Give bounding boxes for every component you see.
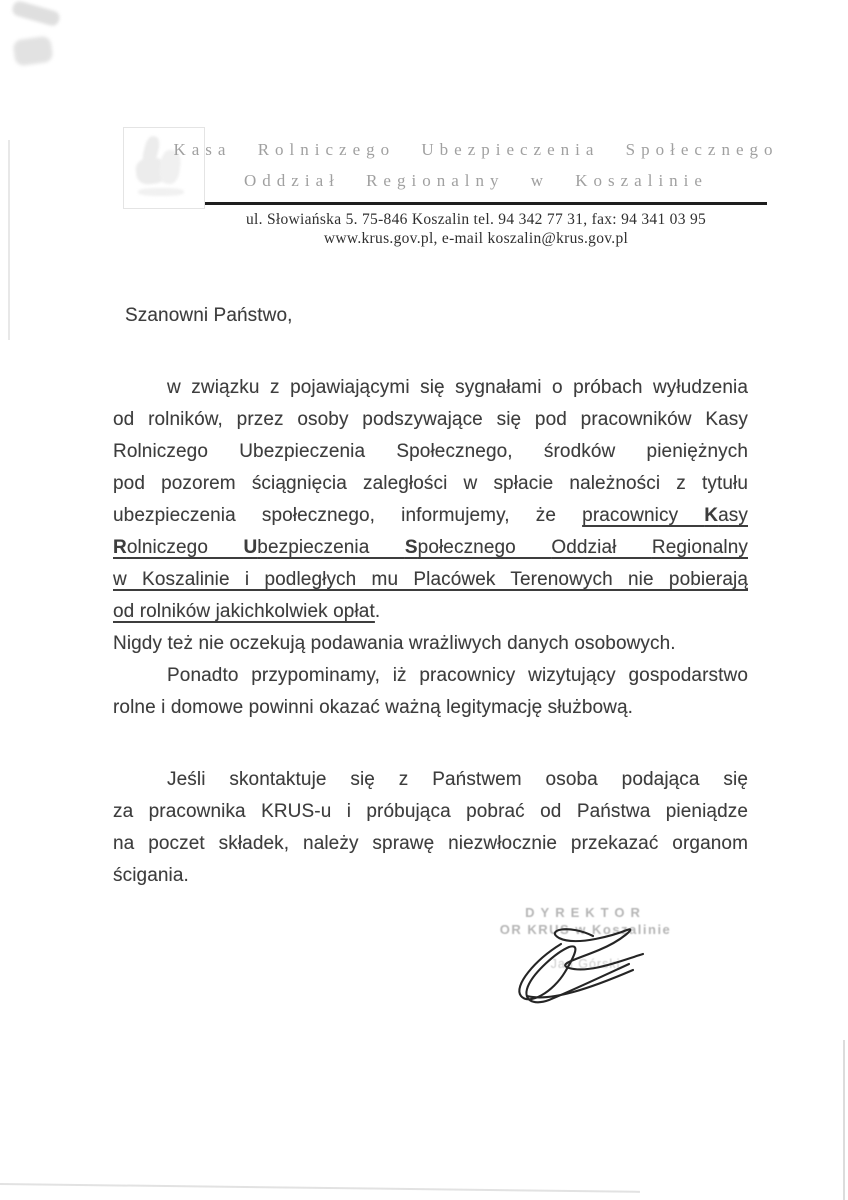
letterhead-address	[170, 210, 782, 248]
letter-body	[113, 372, 748, 892]
scan-edge-line	[843, 1040, 845, 1200]
text-line: pod pozorem ściągnięcia zaległości w spłacie należności z tytułu	[113, 473, 748, 494]
letterhead-org-name	[170, 134, 782, 196]
text-line: w związku z pojawiającymi się sygnałami o próbach wyłudzenia	[167, 377, 748, 398]
letter-body-wrap	[113, 300, 748, 892]
scan-edge-line	[0, 1183, 640, 1193]
scan-edge-line	[8, 140, 10, 340]
salutation: Szanowni Państwo,	[125, 305, 293, 326]
text-line: ubezpieczenia społecznego, informujemy, że pracownicy Kasy	[113, 505, 748, 526]
paragraph	[113, 372, 748, 628]
paragraph	[113, 628, 748, 660]
org-name-line1: Kasa Rolniczego Ubezpieczenia Społecznego	[173, 140, 779, 159]
address-line1: ul. Słowiańska 5. 75-846 Koszalin tel. 94 342 77 31, fax: 94 341 03 95	[245, 211, 707, 228]
text-line: ścigania.	[113, 865, 189, 886]
paragraph	[113, 660, 748, 724]
address-line2: www.krus.gov.pl, e-mail koszalin@krus.gov.pl	[323, 230, 629, 247]
signer-name: Jan Górski	[550, 957, 621, 971]
text-line: na poczet składek, należy sprawę niezwłocznie przekazać organom	[113, 833, 748, 854]
text-line: Nigdy też nie oczekują podawania wrażliwych danych osobowych.	[113, 633, 676, 654]
text-line: w Koszalinie i podległych mu Placówek Terenowych nie pobierają	[113, 569, 748, 590]
signature-scrawl	[505, 916, 655, 1008]
text-line: Rolniczego Ubezpieczenia Społecznego Oddział Regionalny	[113, 537, 748, 558]
scan-artifact-mark	[12, 35, 53, 66]
text-line: Jeśli skontaktuje się z Państwem osoba podająca się	[167, 769, 748, 790]
text-line: od rolników, przez osoby podszywające się pod pracowników Kasy	[113, 409, 748, 430]
org-name-line2: Oddział Regionalny w Koszalinie	[244, 171, 708, 190]
scan-artifact-mark	[11, 0, 61, 27]
stamp-title: DYREKTOR	[525, 905, 646, 920]
text-line: Ponadto przypominamy, iż pracownicy wizytujący gospodarstwo	[167, 665, 748, 686]
stamp-office: OR KRUS w Koszalinie	[499, 922, 672, 937]
text-line: od rolników jakichkolwiek opłat.	[113, 601, 381, 622]
text-line: rolne i domowe powinni okazać ważną legitymację służbową.	[113, 697, 634, 718]
paragraph	[113, 764, 748, 892]
letterhead-divider	[205, 202, 767, 205]
text-line: za pracownika KRUS-u i próbująca pobrać od Państwa pieniądze	[113, 801, 748, 822]
text-line: Rolniczego Ubezpieczenia Społecznego, środków pieniężnych	[113, 441, 748, 462]
